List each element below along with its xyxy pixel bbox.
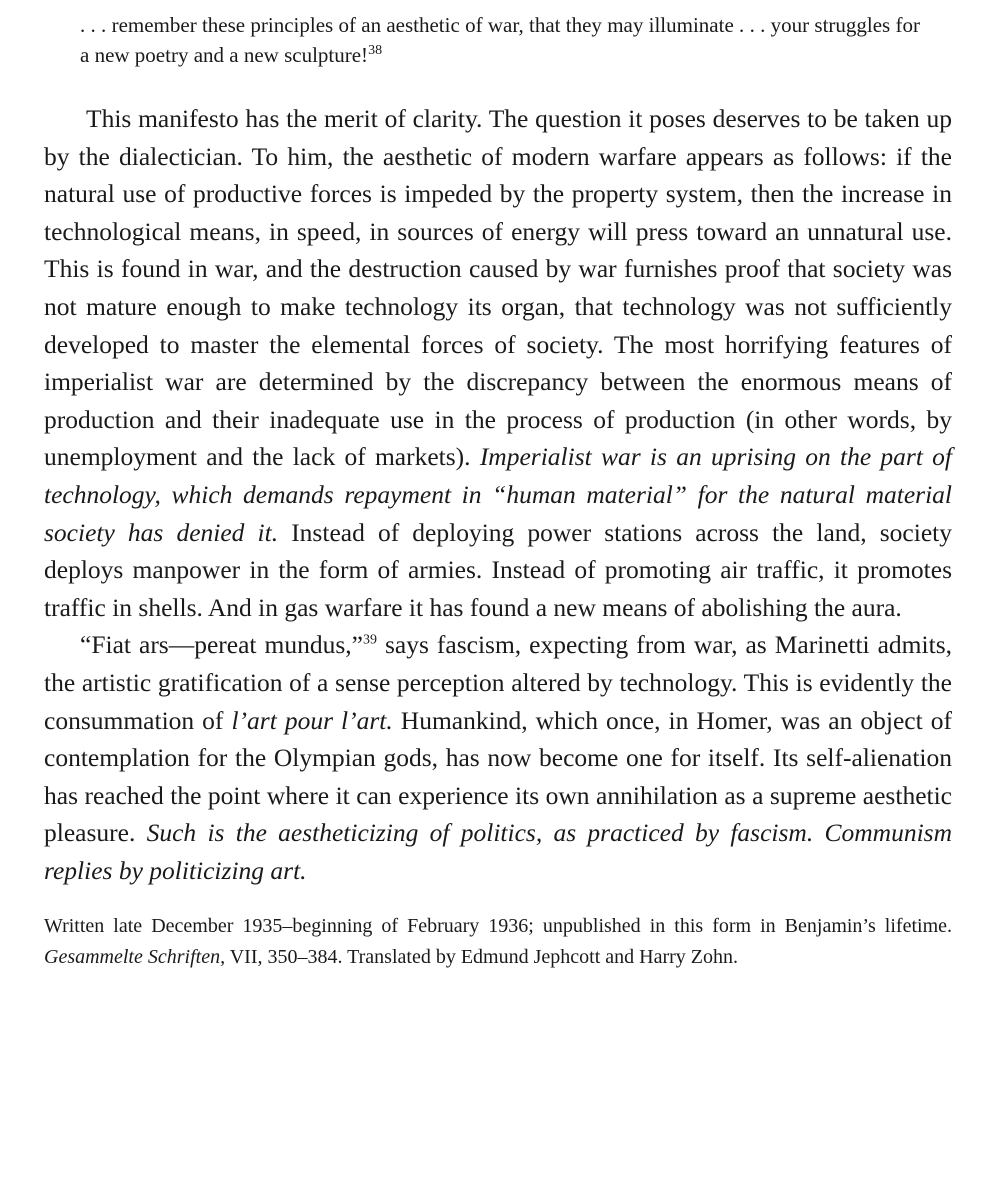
paragraph-text: This manifesto has the merit of clarity. The question it poses deserves to be taken up by the dialectician. To him, the aesthetic of modern warfare appears as follows: if the natural use of productive forces is impeded by the property system, then the increase in technological means, in speed, in sources of energy will press toward an unnatural use. This is found in war, and the destruction caused by war furnishes proof that society was not mature enough to make technology its organ, that technology was not sufficiently developed to master the elemental forces of society. The most horrifying features of imperialist war are determined by the discrepancy between the enormous means of production and their inadequate use in the process of production (in other words, by unemployment and the lack of markets). bbox=[44, 104, 952, 472]
footnote-ref-38: 38 bbox=[368, 43, 383, 58]
footnote-ref-39: 39 bbox=[362, 632, 377, 648]
document-page bbox=[44, 10, 952, 993]
emphasis-text: Such is the aestheticizing of politics, as practiced by fascism. Communism replies by politicizing art. bbox=[44, 818, 952, 885]
paragraph-manifesto bbox=[44, 100, 952, 626]
quote-text: . . . remember these principles of an aesthetic of war, that they may illuminate . . . your struggles for a new poetry and a new sculpture! bbox=[80, 13, 920, 67]
note-title: Gesammelte Schriften, bbox=[44, 946, 226, 969]
paragraph-text: says fascism, expecting from war, as Marinetti admits, the artistic gratification of a sense perception altered by technology. This is evidently the consummation of bbox=[44, 630, 952, 735]
note-text: VII, 350–384. Translated by Edmund Jephcott and Harry Zohn. bbox=[225, 946, 738, 969]
emphasis-text: Imperialist war is an uprising on the part of technology, which demands repayment in “human material” for the natural material society has denied it. bbox=[44, 442, 952, 547]
emphasis-text: l’art pour l’art. bbox=[231, 705, 393, 735]
paragraph-text: “Fiat ars—pereat mundus,” bbox=[80, 630, 363, 660]
block-quote bbox=[80, 10, 920, 70]
note-text: Written late December 1935–beginning of February 1936; unpublished in this form in Benjamin’s lifetime. bbox=[44, 915, 952, 938]
paragraph-text: Instead of deploying power stations across the land, society deploys manpower in the form of armies. Instead of promoting air traffic, it promotes traffic in shells. And in gas warfare it has found a new means of abolishing the aura. bbox=[44, 517, 952, 622]
editorial-note bbox=[44, 911, 952, 973]
paragraph-fiat-ars bbox=[44, 626, 952, 889]
paragraph-text: Humankind, which once, in Homer, was an object of contemplation for the Olympian gods, has now become one for itself. Its self-alienation has reached the point where it can experience its own annihilation as a supreme aesthetic pleasure. bbox=[44, 705, 952, 848]
